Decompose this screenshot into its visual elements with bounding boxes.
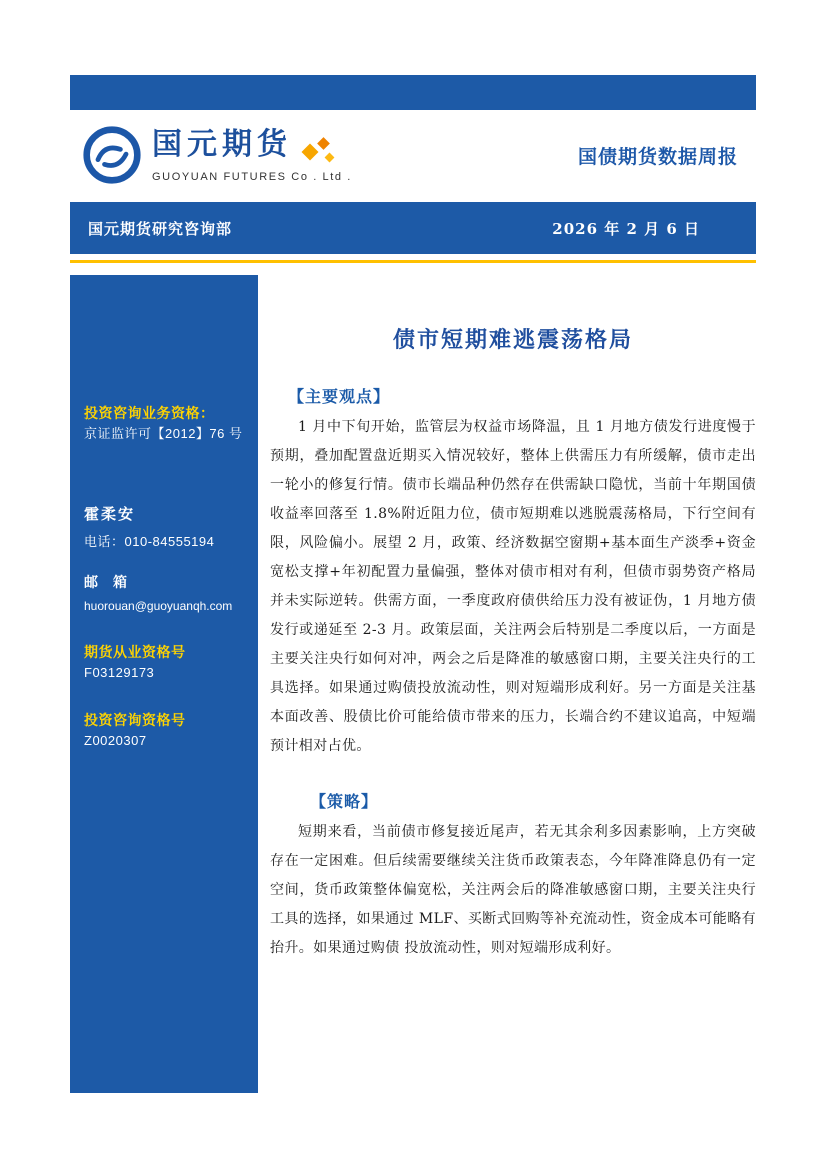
practice-qualification-label: 期货从业资格号 [84, 644, 186, 661]
department-name: 国元期货研究咨询部 [88, 219, 233, 238]
department-bar [70, 202, 756, 254]
analyst-name: 霍柔安 [84, 505, 136, 523]
email-label: 邮 箱 [84, 573, 128, 590]
report-date: 2026 年 2 月 6 日 [552, 219, 700, 238]
article [270, 275, 756, 963]
email-address: huorouan@guoyuanqh.com [84, 598, 233, 613]
top-banner [70, 75, 756, 110]
practice-qualification-number: F03129173 [84, 665, 155, 681]
logo-text [152, 128, 352, 183]
logo-name-cn: 国元期货 [152, 126, 292, 162]
report-type-title: 国债期货数据周报 [577, 145, 738, 168]
article-title: 债市短期难逃震荡格局 [392, 327, 633, 353]
gold-divider [70, 260, 756, 263]
logo-accent-squares-icon [302, 136, 342, 168]
document [70, 75, 756, 1093]
content-row [70, 275, 756, 1093]
advisory-qualification-label: 投资咨询资格号 [84, 711, 186, 728]
section-heading-main-points: 【主要观点】 [288, 387, 391, 406]
company-logo [70, 125, 352, 185]
strategy-body: 短期来看，当前债市修复接近尾声，若无其余利多因素影响，上方突破存在一定困难。但后续需要继续关注货币政策表态，今年降准降息仍有一定空间，货币政策整体偏宽松，关注两会后的降准敏感窗口期，主要关注央行工具的选择，如果通过 MLF、买断式回购等补充流动性，资金成本可能略有抬升。如果通过购债 投放流动性，则对短端形成利好。 [270, 824, 756, 956]
section-heading-strategy: 【策略】 [310, 792, 379, 811]
qualification-number: 京证监许可【2012】76 号 [84, 426, 243, 441]
analyst-phone: 电话：010-84555194 [84, 533, 215, 549]
info-sidebar [70, 275, 258, 1093]
main-points-body: 1 月中下旬开始，监管层为权益市场降温，且 1 月地方债发行进度慢于预期，叠加配置盘近期买入情况较好，整体上供需压力有所缓解，债市走出一轮小的修复行情。债市长端品种仍然存在供需缺口隐忧，当前十年期国债收益率回落至 1.8%附近阻力位，债市短期难以逃脱震荡格局，下行空间有限，风险偏小。展望 2 月，政策、经济数据空窗期+基本面生产淡季+资金宽松支撑+年初配置力量偏强，整体对债市相对有利，但债市弱势资产格局并未实际逆转。供需方面，一季度政府债供给压力没有被证伪，1 月地方债发行或递延至 2-3 月。政策层面，关注两会后特别是二季度以后，一方面是主要关注央行如何对冲，两会之后是降准的敏感窗口期，主要关注央行的工具选择。如果通过购债投放流动性，则对短端形成利好。另一方面是关注基本面改善、股债比价可能给债市带来的压力，长端合约不建议追高，中短端预计相对占优。 [270, 419, 756, 754]
advisory-qualification-number: Z0020307 [84, 732, 147, 748]
guoyuan-logo-icon [82, 125, 142, 185]
logo-name-en: GUOYUAN FUTURES Co . Ltd . [152, 170, 352, 183]
qualification-label: 投资咨询业务资格： [84, 405, 215, 421]
masthead [70, 110, 756, 200]
